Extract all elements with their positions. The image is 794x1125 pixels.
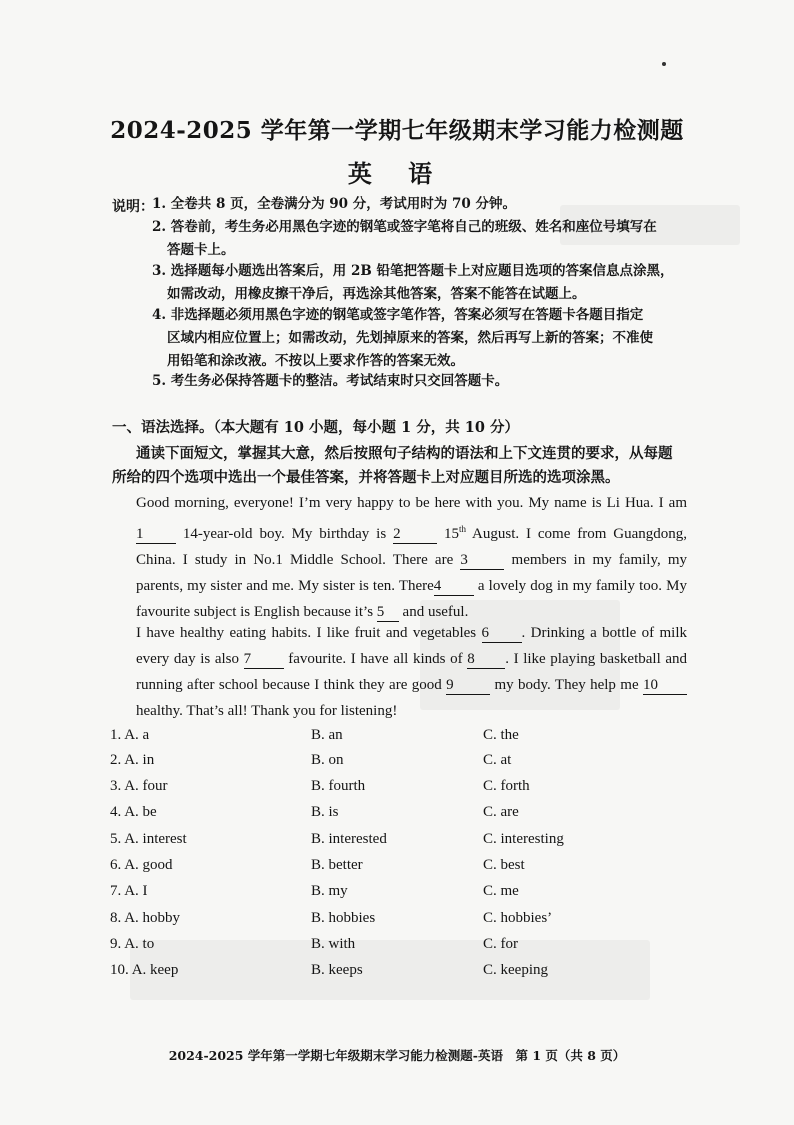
question-number: 7.: [110, 883, 122, 899]
option-row-5-a: [110, 831, 187, 848]
option-c: C. the: [483, 727, 519, 743]
note-text: 用铅笔和涂改液。不按以上要求作答的答案无效。: [167, 353, 464, 369]
question-number: 4.: [110, 804, 122, 820]
question-number: 10.: [110, 962, 129, 978]
passage-text: 14-year-old boy. My birthday is: [182, 526, 387, 542]
option-c: C. hobbies’: [483, 910, 553, 926]
passage-text: a lovely dog in my family too. My favourite subject is English because it’s: [136, 578, 687, 620]
option-a: A. good: [124, 857, 173, 873]
section-instruction: [112, 442, 687, 490]
option-row-4-a: [110, 804, 157, 821]
option-row-6-a: [110, 857, 173, 874]
option-a: A. keep: [131, 962, 179, 978]
instruction-line: 所给的四个选项中选出一个最佳答案，并将答题卡上对应题目所选的选项涂黑。: [112, 469, 620, 486]
blank-5: 5: [377, 603, 399, 622]
option-b: B. fourth: [311, 778, 366, 794]
option-c: C. for: [483, 936, 518, 952]
option-row-2-a: [110, 752, 154, 769]
option-c: C. interesting: [483, 831, 564, 847]
question-number: 1.: [110, 727, 122, 743]
option-row-8-a: [110, 910, 180, 927]
exam-title: 2024-2025 学年第一学期七年级期末学习能力检测题: [110, 117, 684, 144]
blank-4: 4: [434, 577, 474, 596]
question-number: 5.: [110, 831, 122, 847]
option-b: B. keeps: [311, 962, 363, 978]
option-c: C. best: [483, 857, 525, 873]
option-row-3-a: [110, 778, 168, 795]
passage-text: favourite. I have all kinds of: [288, 651, 463, 667]
note-number: 2.: [152, 219, 167, 235]
question-number: 2.: [110, 752, 122, 768]
page-footer: 2024-2025 学年第一学期七年级期末学习能力检测题-英语 第 1 页（共 8 页）: [168, 1048, 626, 1063]
option-row-7-a: [110, 883, 148, 900]
passage-text: healthy. That’s all! Thank you for listening!: [136, 703, 398, 719]
note-text: 区域内相应位置上；如需改动，先划掉原来的答案，然后再写上新的答案；不准使: [167, 330, 653, 346]
passage-text: and useful.: [402, 604, 469, 620]
option-b: B. hobbies: [311, 910, 376, 926]
option-c: C. keeping: [483, 962, 548, 978]
note-text: 全卷共 8 页，全卷满分为 90 分，考试用时为 70 分钟。: [170, 196, 516, 212]
blank-2: 2: [393, 525, 437, 544]
option-b: B. with: [311, 936, 356, 952]
speck: [662, 62, 666, 66]
option-row-1-a: [110, 727, 149, 744]
note-text: 选择题每小题选出答案后，用 2B 铅笔把答题卡上对应题目选项的答案信息点涂黑，: [170, 263, 674, 279]
passage-text: 15: [443, 526, 459, 542]
ordinal-suffix: th: [458, 524, 466, 534]
option-c: C. forth: [483, 778, 530, 794]
option-a: A. I: [124, 883, 148, 899]
option-a: A. in: [124, 752, 155, 768]
passage-paragraph-2: [112, 620, 687, 724]
option-a: A. to: [124, 936, 155, 952]
option-c: C. are: [483, 804, 519, 820]
show-through-mark: [130, 940, 650, 1000]
note-text: 非选择题必须用黑色字迹的钢笔或签字笔作答，答案必须写在答题卡各题目指定: [170, 307, 644, 323]
note-text: 如需改动，用橡皮擦干净后，再选涂其他答案，答案不能答在试题上。: [167, 286, 586, 302]
option-b: B. interested: [311, 831, 387, 847]
exam-subject: 英 语: [347, 159, 447, 188]
section-heading: 一、语法选择。（本大题有 10 小题，每小题 1 分，共 10 分）: [112, 419, 519, 436]
passage-text: I have healthy eating habits. I like fruit and vegetables: [136, 625, 477, 641]
question-number: 6.: [110, 857, 122, 873]
paragraph-text: [112, 620, 687, 724]
option-a: A. hobby: [124, 910, 181, 926]
instruction-line: 通读下面短文，掌握其大意，然后按照句子结构的语法和上下文连贯的要求，从每题: [136, 445, 673, 462]
note-item-3: [152, 260, 692, 306]
note-number: 1.: [152, 196, 167, 212]
option-b: B. my: [311, 883, 348, 899]
option-row-9-a: [110, 936, 154, 953]
option-a: A. interest: [124, 831, 187, 847]
option-a: A. a: [124, 727, 150, 743]
option-b: B. on: [311, 752, 344, 768]
option-row-10-a: [110, 962, 178, 979]
option-c: C. me: [483, 883, 519, 899]
blank-3: 3: [460, 551, 504, 570]
blank-8: 8: [467, 650, 505, 669]
option-b: B. better: [311, 857, 363, 873]
blank-1: 1: [136, 525, 176, 544]
note-number: 4.: [152, 307, 167, 323]
passage-paragraph-1: [112, 490, 687, 625]
option-b: B. an: [311, 727, 343, 743]
passage-text: my body. They help me: [494, 677, 639, 693]
notes-label: 说明：: [112, 199, 154, 215]
passage-text: . Drinking a bottle of milk every day is also: [136, 625, 688, 667]
note-item-5: [152, 370, 692, 393]
note-item-1: [152, 193, 692, 216]
blank-9: 9: [446, 676, 490, 695]
option-a: A. four: [124, 778, 168, 794]
note-number: 5.: [152, 373, 167, 389]
blank-7: 7: [244, 650, 284, 669]
note-item-2: [152, 216, 692, 262]
passage-text: August. I come from Guangdong, China. I study in No.1 Middle School. There are: [136, 526, 688, 568]
note-text: 答卷前，考生务必用黑色字迹的钢笔或签字笔将自己的班级、姓名和座位号填写在: [170, 219, 657, 235]
note-number: 3.: [152, 263, 167, 279]
option-a: A. be: [124, 804, 157, 820]
passage-text: . I like playing basketball and running after school because I think they are good: [136, 651, 688, 693]
paragraph-text: [112, 490, 687, 625]
note-text: 答题卡上。: [167, 242, 235, 258]
option-b: B. is: [311, 804, 339, 820]
blank-6: 6: [482, 624, 522, 643]
option-c: C. at: [483, 752, 512, 768]
question-number: 9.: [110, 936, 122, 952]
blank-10: 10: [643, 676, 687, 695]
passage-text: members in my family, my parents, my sister and me. My sister is ten. There: [136, 552, 688, 594]
note-item-4: [152, 304, 692, 373]
passage-text: Good morning, everyone! I’m very happy to be here with you. My name is Li Hua. I am: [136, 495, 687, 511]
question-number: 3.: [110, 778, 122, 794]
note-text: 考生务必保持答题卡的整洁。考试结束时只交回答题卡。: [170, 373, 509, 389]
question-number: 8.: [110, 910, 122, 926]
